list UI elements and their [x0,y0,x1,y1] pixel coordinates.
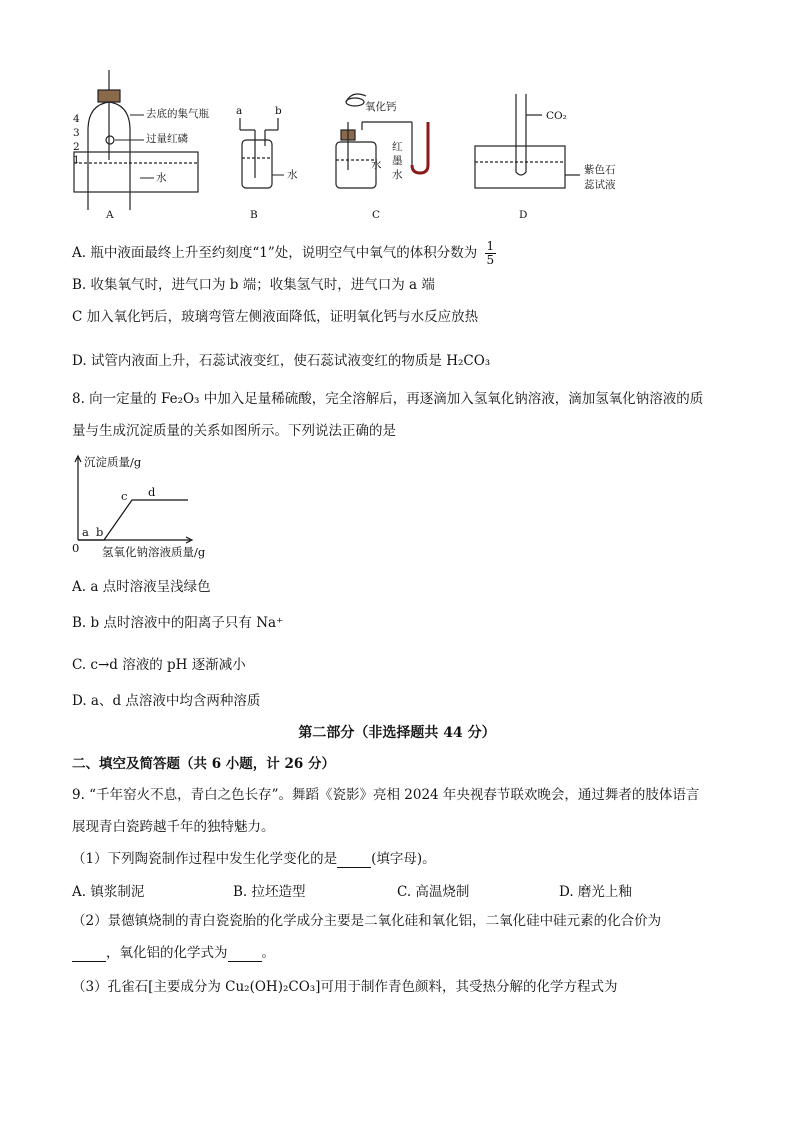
q9-sub2-line2 [72,944,275,962]
fraction-numerator: 1 [486,239,495,253]
tick-1: 1 [73,154,80,166]
fraction [485,240,497,267]
part2-title: 第二部分（非选择题共 44 分） [298,725,496,741]
q7-option-a-text: A. 瓶中液面最终上升至约刻度“1”处，说明空气中氧气的体积分数为 [72,245,478,261]
fig-label-a: A [106,209,114,221]
label-bottle: 去底的集气瓶 [146,108,209,120]
label-phosphorus: 过量红磷 [146,133,188,145]
x-axis-label: 氢氧化钠溶液质量/g [102,545,206,559]
q7-option-c: C 加入氧化钙后，玻璃弯管左侧液面降低，证明氧化钙与水反应放热 [72,309,479,325]
apparatus-d [475,94,580,188]
label-red-ink-3: 水 [392,169,403,181]
precipitate-curve [78,500,188,540]
q8-precipitate-chart [66,452,306,562]
label-b-port: b [275,105,282,117]
label-co2: CO₂ [546,110,567,122]
label-a-port: a [236,105,243,117]
q8-option-c: C. c→d 溶液的 pH 逐渐减小 [72,657,246,673]
label-water-b: 水 [287,169,298,181]
tick-4: 4 [73,113,80,125]
origin-label: 0 [72,541,80,555]
q9-stem-line1: 9. “千年窑火不息，青白之色长存”。舞蹈《瓷影》亮相 2024 年央视春节联欢晚会，通过舞者的肢体语言 [72,787,700,803]
label-litmus-2: 蕊试液 [584,179,616,191]
label-cao: 氧化钙 [365,101,397,113]
q8-option-b: B. b 点时溶液中的阳离子只有 Na⁺ [72,615,284,631]
q7-option-b: B. 收集氧气时，进气口为 b 端；收集氢气时，进气口为 a 端 [72,277,435,293]
tick-2: 2 [73,141,80,153]
q8-option-a: A. a 点时溶液呈浅绿色 [72,579,211,595]
fig-label-d: D [519,209,528,221]
q9-sub1-post: (填字母)。 [371,851,436,867]
q7-option-d: D. 试管内液面上升，石蕊试液变红，使石蕊试液变红的物质是 H₂CO₃ [72,353,491,369]
q9-sub1-option-d: D. 磨光上釉 [559,884,632,900]
answer-blank[interactable] [337,853,371,868]
q9-sub1-pre: （1）下列陶瓷制作过程中发生化学变化的是 [72,851,338,867]
tick-3: 3 [73,127,80,139]
fraction-denominator: 5 [486,253,495,267]
q9-sub1 [72,850,436,868]
y-axis-label: 沉淀质量/g [84,455,142,469]
q9-sub2-mid: ，氧化铝的化学式为 [106,945,228,961]
label-litmus-1: 紫色石 [584,164,616,176]
point-label-c: c [121,489,128,503]
answer-blank[interactable] [228,947,262,962]
label-water-c: 水 [371,159,382,171]
q9-sub1-option-c: C. 高温烧制 [397,884,470,900]
section-heading: 二、填空及简答题（共 6 小题，计 26 分） [72,756,335,772]
label-red-ink-1: 红 [392,141,403,153]
q9-sub2-end: 。 [261,945,275,961]
fig-label-c: C [372,209,381,221]
q9-sub1-option-b: B. 拉坯造型 [233,884,306,900]
point-label-b: b [96,525,104,539]
point-label-d: d [148,485,156,499]
q9-sub3: （3）孔雀石[主要成分为 Cu₂(OH)₂CO₃]可用于制作青色颜料，其受热分解的化学方程式为 [72,979,618,995]
answer-blank[interactable] [72,947,106,962]
q9-stem-line2: 展现青白瓷跨越千年的独特魅力。 [72,819,275,835]
q9-sub1-option-a: A. 镇浆制泥 [72,884,145,900]
apparatus-b [240,118,278,188]
q7-option-a [72,240,496,267]
label-water-a: 水 [156,172,167,184]
label-red-ink-2: 墨 [392,155,403,167]
point-label-a: a [82,525,89,539]
q8-stem-line1: 8. 向一定量的 Fe₂O₃ 中加入足量稀硫酸，完全溶解后，再逐滴加入氢氧化钠溶液，滴加氢氧化钠溶液的质 [72,391,704,407]
q8-option-d: D. a、d 点溶液中均含两种溶质 [72,693,261,709]
q9-sub2-line1: （2）景德镇烧制的青白瓷瓷胎的化学成分主要是二氧化硅和氧化铝，二氧化硅中硅元素的化合价为 [72,913,662,929]
q8-stem-line2: 量与生成沉淀质量的关系如图所示。下列说法正确的是 [72,423,396,439]
fig-label-b: B [250,209,258,221]
